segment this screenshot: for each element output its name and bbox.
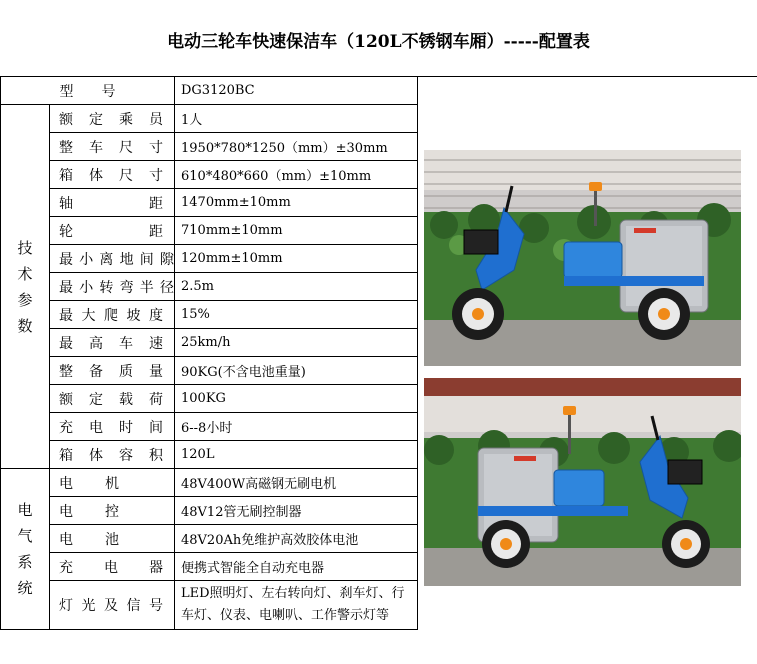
label-char: 员: [149, 111, 163, 128]
label-char: 轮: [59, 223, 73, 240]
label-char: 电: [104, 559, 118, 576]
row-label: [50, 413, 175, 441]
label-char: 小: [79, 251, 94, 268]
model-label: 型 号: [59, 83, 116, 100]
table-row: [1, 329, 418, 357]
label-text: [59, 305, 163, 325]
label-char: 电: [59, 503, 73, 520]
row-value: 90KG(不含电池重量): [175, 357, 418, 385]
label-char: 最: [59, 307, 73, 324]
label-char: 积: [149, 447, 163, 464]
group-elec-label: 电气系统: [17, 501, 33, 597]
group-tech-label: 技术参数: [17, 238, 33, 335]
label-char: 信: [126, 598, 141, 614]
table-row: [1, 413, 418, 441]
row-label: [50, 133, 175, 161]
model-label-cell: [1, 77, 175, 105]
label-char: 定: [89, 111, 103, 128]
label-char: 机: [105, 475, 119, 492]
row-label: [50, 189, 175, 217]
label-char: 时: [119, 419, 133, 436]
row-value: 710mm±10mm: [175, 217, 418, 245]
label-text: [59, 277, 174, 297]
label-char: 寸: [149, 139, 163, 156]
label-char: 距: [149, 195, 163, 212]
label-char: 坡: [126, 307, 141, 324]
tricycle-photo-left: [424, 150, 741, 366]
label-text: [59, 473, 119, 493]
row-label: [50, 525, 175, 553]
label-char: 备: [89, 363, 103, 380]
label-char: 离: [99, 251, 114, 268]
row-value: 6--8小时: [175, 413, 418, 441]
label-char: 量: [149, 363, 163, 380]
label-char: 池: [105, 531, 119, 548]
row-label: [50, 105, 175, 133]
label-char: 寸: [149, 167, 163, 184]
label-text: [59, 109, 163, 129]
label-text: [59, 529, 119, 549]
label-char: 径: [159, 279, 174, 296]
label-text: [59, 361, 163, 381]
label-text: [59, 389, 163, 409]
row-label: [50, 497, 175, 525]
row-label: [50, 245, 175, 273]
row-value: 48V20Ah免维护高效胶体电池: [175, 525, 418, 553]
table-row: [1, 469, 418, 497]
label-char: 隙: [159, 251, 174, 268]
label-char: 号: [149, 598, 163, 614]
row-label: [50, 441, 175, 469]
row-value: 1950*780*1250（mm）±30mm: [175, 133, 418, 161]
row-value: 48V400W高磁钢无刷电机: [175, 469, 418, 497]
label-char: 电: [89, 419, 103, 436]
label-char: 度: [149, 307, 163, 324]
label-char: 轴: [59, 195, 73, 212]
label-char: 高: [89, 335, 103, 352]
table-row: [1, 273, 418, 301]
table-row: [1, 441, 418, 469]
label-char: 质: [119, 363, 133, 380]
table-row: [1, 385, 418, 413]
row-value: 100KG: [175, 385, 418, 413]
label-char: 车: [119, 335, 133, 352]
label-char: 额: [59, 111, 73, 128]
label-char: 间: [139, 251, 154, 268]
label-char: 尺: [119, 139, 133, 156]
label-char: 大: [81, 307, 96, 324]
label-char: 间: [149, 419, 163, 436]
row-label: [50, 581, 175, 630]
table-row: [1, 581, 418, 630]
label-char: 爬: [104, 307, 118, 324]
row-value: 2.5m: [175, 273, 418, 301]
label-char: 最: [59, 279, 73, 296]
spec-table: [0, 77, 418, 630]
label-text: [59, 221, 163, 241]
label-char: 容: [119, 447, 133, 464]
label-char: 控: [105, 503, 119, 520]
label-char: 电: [59, 531, 73, 548]
label-char: 最: [59, 335, 73, 352]
label-text: [59, 333, 163, 353]
label-char: 充: [59, 419, 73, 436]
table-row: [1, 217, 418, 245]
label-char: 乘: [119, 111, 133, 128]
row-value: 120L: [175, 441, 418, 469]
label-char: 充: [59, 559, 73, 576]
row-value: 48V12管无刷控制器: [175, 497, 418, 525]
label-char: 箱: [59, 167, 73, 184]
row-value: 25km/h: [175, 329, 418, 357]
table-row: [1, 189, 418, 217]
label-text: [59, 445, 163, 465]
row-label: [50, 273, 175, 301]
label-char: 弯: [119, 279, 134, 296]
label-text: [59, 595, 163, 615]
label-text: [59, 501, 119, 521]
label-char: 小: [79, 279, 94, 296]
row-value: 1人: [175, 105, 418, 133]
label-text: [59, 165, 163, 185]
label-char: 半: [139, 279, 154, 296]
label-char: 速: [149, 335, 163, 352]
table-row: [1, 497, 418, 525]
table-row: [1, 525, 418, 553]
row-value: LED照明灯、左右转向灯、刹车灯、行车灯、仪表、电喇叭、工作警示灯等: [175, 581, 418, 630]
group-tech-cell: [1, 105, 50, 469]
label-char: 光: [81, 598, 96, 614]
table-row: [1, 105, 418, 133]
label-text: [59, 417, 163, 437]
label-char: 灯: [59, 598, 73, 614]
table-row: [1, 357, 418, 385]
row-value: 610*480*660（mm）±10mm: [175, 161, 418, 189]
label-char: 距: [149, 223, 163, 240]
label-char: 额: [59, 391, 73, 408]
table-row: [1, 301, 418, 329]
label-char: 电: [59, 475, 73, 492]
label-text: [59, 249, 174, 269]
model-value: DG3120BC: [175, 77, 418, 105]
row-label: [50, 217, 175, 245]
label-char: 定: [89, 391, 103, 408]
group-elec-cell: [1, 469, 50, 630]
label-char: 车: [89, 139, 103, 156]
row-label: [50, 357, 175, 385]
table-row: [1, 245, 418, 273]
tricycle-photo-right: [424, 378, 741, 586]
label-text: [59, 137, 163, 157]
label-char: 器: [149, 559, 163, 576]
row-label: [50, 161, 175, 189]
label-char: 箱: [59, 447, 73, 464]
row-label: [50, 469, 175, 497]
label-char: 整: [59, 139, 73, 156]
label-char: 尺: [119, 167, 133, 184]
label-char: 最: [59, 251, 73, 268]
label-char: 转: [99, 279, 114, 296]
row-label: [50, 553, 175, 581]
row-value: 1470mm±10mm: [175, 189, 418, 217]
label-char: 荷: [149, 391, 163, 408]
page-title: 电动三轮车快速保洁车（120L不锈钢车厢）-----配置表: [167, 32, 590, 52]
row-value: 15%: [175, 301, 418, 329]
label-text: [59, 557, 163, 577]
row-label: [50, 301, 175, 329]
label-char: 整: [59, 363, 73, 380]
row-value: 120mm±10mm: [175, 245, 418, 273]
label-char: 体: [89, 447, 103, 464]
table-row: [1, 133, 418, 161]
label-char: 地: [119, 251, 134, 268]
label-char: 载: [119, 391, 133, 408]
table-row: [1, 77, 418, 105]
table-row: [1, 553, 418, 581]
label-char: 体: [89, 167, 103, 184]
label-text: [59, 193, 163, 213]
table-row: [1, 161, 418, 189]
row-label: [50, 385, 175, 413]
label-char: 及: [104, 598, 118, 614]
row-label: [50, 329, 175, 357]
row-value: 便携式智能全自动充电器: [175, 553, 418, 581]
